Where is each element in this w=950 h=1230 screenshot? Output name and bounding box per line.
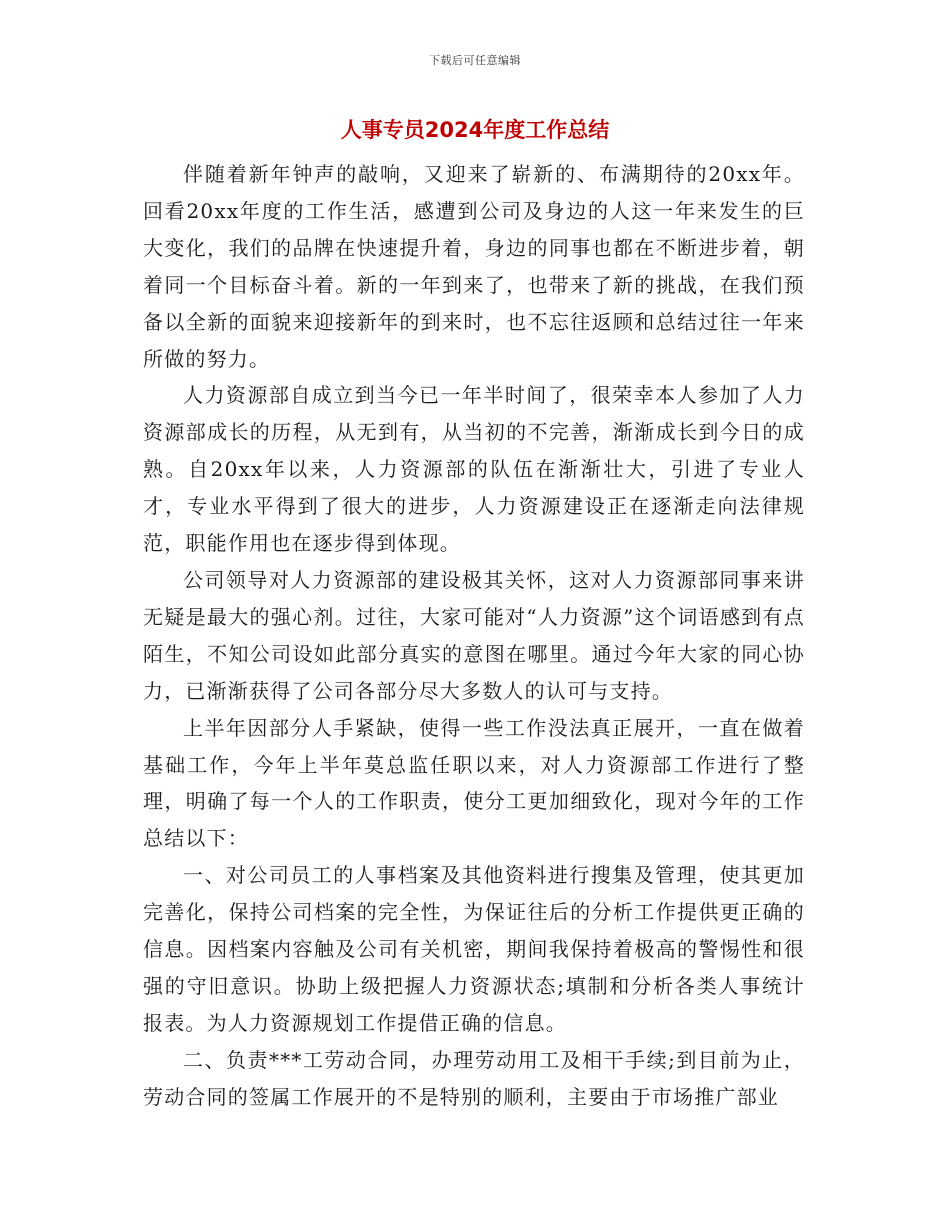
paragraph-6: 二、负责***工劳动合同，办理劳动用工及相干手续;到目前为止，劳动合同的签属工作展开的不是特别的顺利，主要由于市场推广部业 (143, 1047, 805, 1109)
document-title: 人事专员2024年度工作总结 (340, 118, 610, 142)
paragraph-2: 人力资源部自成立到当今已一年半时间了，很荣幸本人参加了人力资源部成长的历程，从无到有，从当初的不完善，渐渐成长到今日的成熟。自20xx年以来，人力资源部的队伍在渐渐壮大，引进了专业人才，专业水平得到了很大的进步，人力资源建设正在逐渐走向法律规范，职能作用也在逐步得到体现。 (143, 383, 805, 556)
header-note: 下载后可任意编辑 (429, 54, 521, 67)
paragraph-1: 伴随着新年钟声的敲响，又迎来了崭新的、布满期待的20xx年。回看20xx年度的工作生活，感遭到公司及身边的人这一年来发生的巨大变化，我们的品牌在快速提升着，身边的同事也都在不断进步着，朝着同一个目标奋斗着。新的一年到来了，也带来了新的挑战，在我们预备以全新的面貌来迎接新年的到来时，也不忘往返顾和总结过往一年来所做的努力。 (143, 162, 805, 371)
document-body (143, 156, 805, 1116)
paragraph-5: 一、对公司员工的人事档案及其他资料进行搜集及管理，使其更加完善化，保持公司档案的完全性，为保证往后的分析工作提供更正确的信息。因档案内容触及公司有关机密，期间我保持着极高的警惕性和很强的守旧意识。协助上级把握人力资源状态;填制和分析各类人事统计报表。为人力资源规划工作提借正确的信息。 (143, 863, 805, 1035)
paragraph-4: 上半年因部分人手紧缺，使得一些工作没法真正展开，一直在做着基础工作，今年上半年莫总监任职以来，对人力资源部工作进行了整理，明确了每一个人的工作职责，使分工更加细致化，现对今年的工作总结以下： (143, 715, 805, 851)
paragraph-3: 公司领导对人力资源部的建设极其关怀，这对人力资源部同事来讲无疑是最大的强心剂。过往，大家可能对“人力资源”这个词语感到有点陌生，不知公司设如此部分真实的意图在哪里。通过今年大家的同心协力，已渐渐获得了公司各部分尽大多数人的认可与支持。 (143, 567, 805, 703)
